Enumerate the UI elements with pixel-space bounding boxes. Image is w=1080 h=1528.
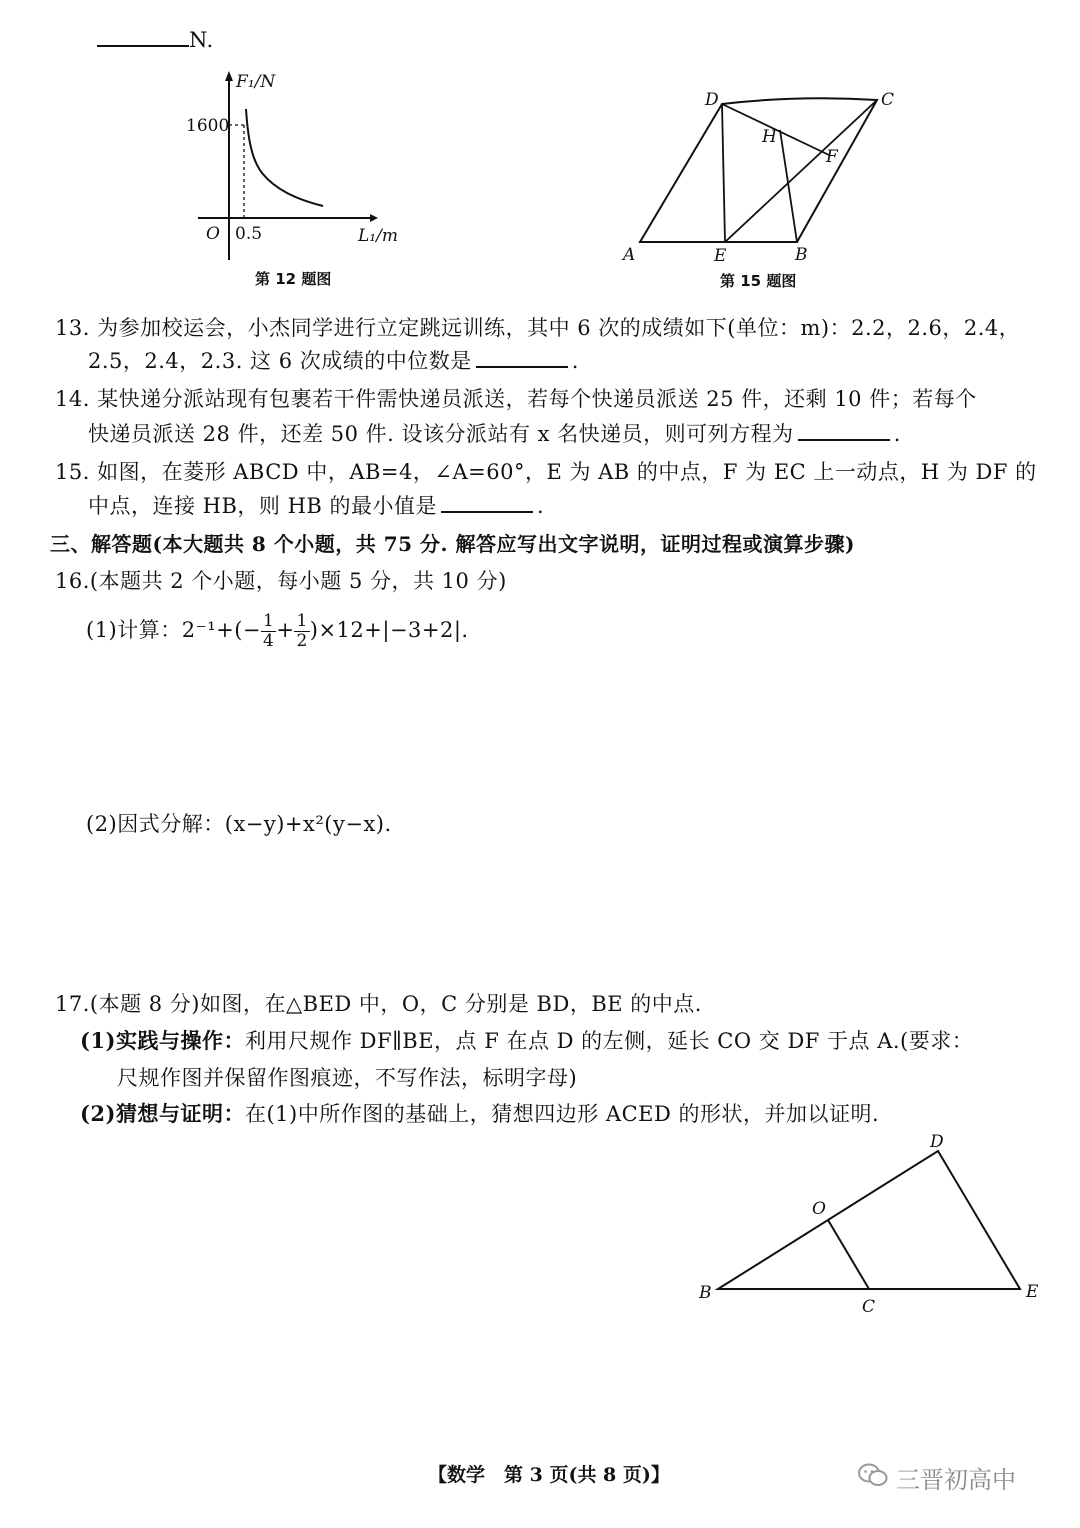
q15-text: 中点，连接 HB，则 HB 的最小值是 <box>88 494 438 518</box>
q14-line2 <box>88 418 901 448</box>
figure-15-caption: 第 15 题图 <box>720 272 797 290</box>
x-axis-arrow <box>370 214 378 222</box>
q14-text: 快递员派送 28 件，还差 50 件. 设该分派站有 x 名快递员，则可列方程为 <box>88 422 794 446</box>
segment-de <box>722 104 725 242</box>
segment-ec <box>725 100 877 242</box>
q14-line1: 14. 某快递分派站现有包裹若干件需快递员派送，若每个快递员派送 25 件，还剩 10 件；若每个 <box>55 387 977 411</box>
point-h: H <box>762 127 777 147</box>
q17-part1-text: 利用尺规作 DF∥BE，点 F 在点 D 的左侧，延长 CO 交 DF 于点 A.(要求： <box>244 1029 974 1053</box>
unit-label: N. <box>189 28 214 52</box>
q17-part2-text: 在(1)中所作图的基础上，猜想四边形 ACED 的形状，并加以证明. <box>244 1102 880 1126</box>
q16-part1 <box>86 612 469 651</box>
q16-part2: (2)因式分解：(x−y)+x²(y−x). <box>86 812 392 836</box>
q17-part1-label: (1)实践与操作： <box>80 1028 245 1053</box>
q15-line1: 15. 如图，在菱形 ABCD 中，AB=4，∠A=60°，E 为 AB 的中点，F 为 EC 上一动点，H 为 DF 的 <box>55 460 1037 484</box>
q17-head: 17.(本题 8 分)如图，在△BED 中，O，C 分别是 BD，BE 的中点. <box>55 992 702 1016</box>
q13-line1: 13. 为参加校运会，小杰同学进行立定跳远训练，其中 6 次的成绩如下(单位：m)：2.2，2.6，2.4， <box>55 316 1021 340</box>
fraction-1-numerator: 1 <box>263 611 275 631</box>
point-d: D <box>930 1132 944 1152</box>
q16-head: 16.(本题共 2 个小题，每小题 5 分，共 10 分) <box>55 569 507 593</box>
q15-period: . <box>537 494 545 518</box>
q16-p1-text-b: + <box>276 618 295 642</box>
q17-part1-continued: 尺规作图并保留作图痕迹，不写作法，标明字母) <box>117 1066 578 1090</box>
fraction-one-half <box>294 612 309 651</box>
figure-17-triangle <box>690 1125 1060 1320</box>
figure-12-graph <box>180 65 420 265</box>
top-answer <box>97 28 214 52</box>
y-axis-arrow <box>225 71 233 81</box>
q13-period: . <box>571 349 579 373</box>
point-o: O <box>812 1199 826 1219</box>
inverse-curve <box>246 109 323 206</box>
y-tick-label: 1600 <box>186 116 230 136</box>
page-footer: 【数学 第 3 页(共 8 页)】 <box>428 1464 670 1486</box>
q16-p1-text-c: )×12+|−3+2|. <box>309 618 469 642</box>
point-d: D <box>705 90 719 110</box>
y-axis-label: F₁/N <box>236 72 276 92</box>
fraction-1-denominator: 4 <box>263 631 275 651</box>
x-axis-label: L₁/m <box>358 226 398 246</box>
rhombus-abcd <box>640 98 877 242</box>
point-b: B <box>795 245 808 265</box>
point-c: C <box>881 90 895 110</box>
x-tick-label: 0.5 <box>235 224 263 244</box>
figure-15-rhombus <box>615 85 905 270</box>
triangle-bed <box>718 1151 1020 1289</box>
point-a: A <box>623 245 636 265</box>
fraction-2-numerator: 1 <box>296 611 308 631</box>
q13-text: 2.5，2.4，2.3. 这 6 次成绩的中位数是 <box>88 349 472 373</box>
q14-period: . <box>893 422 901 446</box>
q15-answer-blank <box>441 510 533 513</box>
section-3-heading: 三、解答题(本大题共 8 个小题，共 75 分. 解答应写出文字说明，证明过程或演算步骤) <box>50 532 855 556</box>
q17-part2 <box>80 1098 879 1128</box>
point-c: C <box>862 1297 876 1317</box>
point-e: E <box>1026 1282 1039 1302</box>
point-b: B <box>699 1283 712 1303</box>
fraction-one-quarter <box>261 612 276 651</box>
watermark-text: 三晋初高中 <box>896 1466 1016 1494</box>
answer-blank <box>97 44 189 47</box>
q17-part2-label: (2)猜想与证明： <box>80 1101 245 1126</box>
q13-answer-blank <box>476 365 568 368</box>
q14-answer-blank <box>798 438 890 441</box>
wechat-icon <box>858 1462 888 1488</box>
segment-oc <box>828 1220 869 1289</box>
q16-p1-text-a: (1)计算：2⁻¹+(− <box>86 618 261 642</box>
q15-line2 <box>88 490 544 520</box>
segment-hb <box>780 130 797 242</box>
figure-12-caption: 第 12 题图 <box>255 270 332 288</box>
point-e: E <box>714 246 727 266</box>
point-f: F <box>826 147 838 167</box>
q13-line2 <box>88 345 579 375</box>
fraction-2-denominator: 2 <box>296 631 308 651</box>
origin-label: O <box>206 224 220 244</box>
q17-part1 <box>80 1025 973 1055</box>
